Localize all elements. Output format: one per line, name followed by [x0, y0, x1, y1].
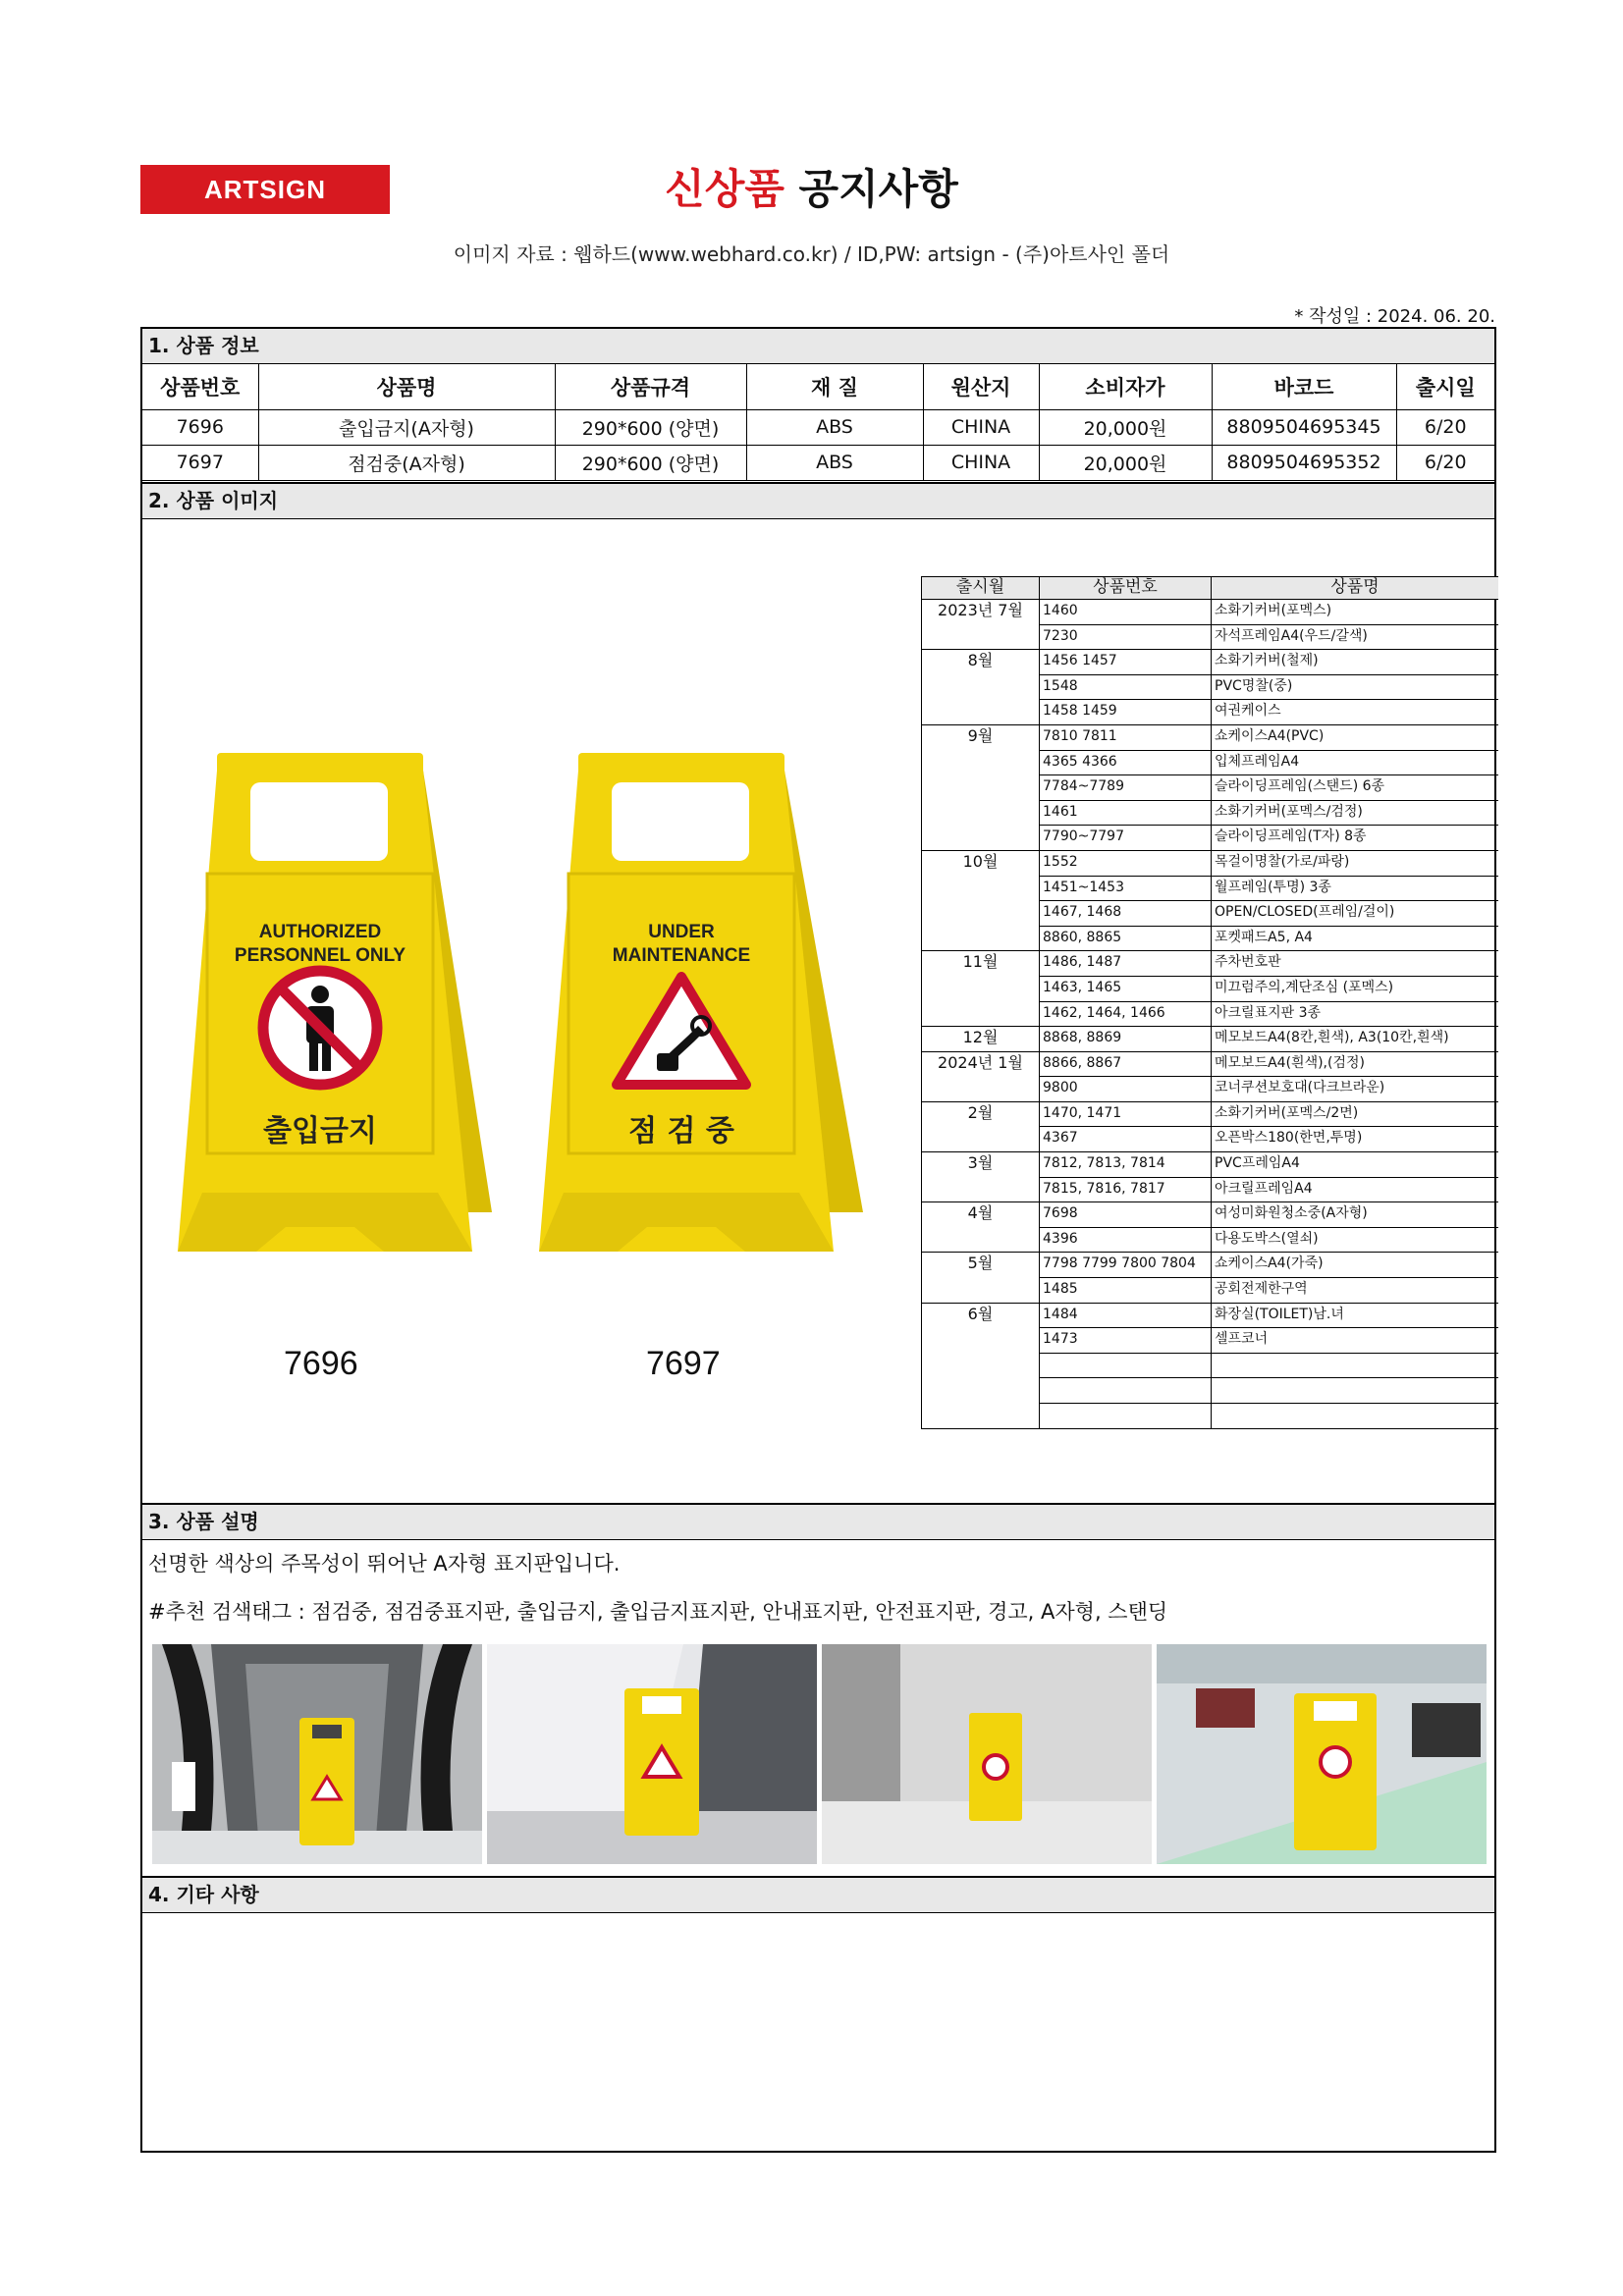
release-code-cell: 1451~1453	[1040, 876, 1212, 901]
table-row	[142, 409, 1494, 445]
table-row	[922, 1202, 1499, 1228]
release-name-cell: 입체프레임A4	[1212, 750, 1499, 775]
release-month-cell	[922, 624, 1040, 650]
cell: 20,000원	[1039, 445, 1212, 480]
table-row	[922, 926, 1499, 951]
sign-7697-code: 7697	[646, 1345, 721, 1382]
release-month-cell: 4월	[922, 1202, 1040, 1228]
release-name-cell: 오픈박스180(한면,투명)	[1212, 1127, 1499, 1152]
sign-7696-image	[178, 741, 502, 1291]
release-name-cell: 여권케이스	[1212, 700, 1499, 725]
product-description: 선명한 색상의 주목성이 뛰어난 A자형 표지판입니다.	[148, 1552, 621, 1575]
release-month-cell: 2024년 1월	[922, 1051, 1040, 1077]
cell: ABS	[746, 409, 923, 445]
release-month-cell: 2023년 7월	[922, 600, 1040, 625]
release-name-cell: 메모보드A4(흰색),(검정)	[1212, 1051, 1499, 1077]
release-name-cell	[1212, 1353, 1499, 1378]
release-month-cell	[922, 1001, 1040, 1027]
cell: 6/20	[1396, 445, 1494, 480]
release-code-cell: 1458 1459	[1040, 700, 1212, 725]
cell: CHINA	[923, 445, 1039, 480]
office-photo	[487, 1644, 817, 1864]
release-name-cell: 소화기커버(포멕스/2면)	[1212, 1101, 1499, 1127]
release-name-cell: PVC명찰(중)	[1212, 674, 1499, 700]
release-name-cell: OPEN/CLOSED(프레임/걸이)	[1212, 901, 1499, 927]
sign-7697-image	[539, 741, 863, 1291]
release-name-cell: 코너쿠션보호대(다크브라운)	[1212, 1077, 1499, 1102]
release-month-cell: 3월	[922, 1152, 1040, 1178]
table-row	[922, 1101, 1499, 1127]
table-row	[922, 1027, 1499, 1052]
table-row	[922, 1001, 1499, 1027]
title-notice: 공지사항	[798, 165, 958, 213]
release-month-cell	[922, 1177, 1040, 1202]
col-spec: 상품규격	[555, 364, 746, 409]
section-product-info-header: 1. 상품 정보	[142, 329, 1494, 364]
release-name-cell: 아크릴프레임A4	[1212, 1177, 1499, 1202]
release-name-cell: 셀프코너	[1212, 1328, 1499, 1354]
table-row	[922, 600, 1499, 625]
product-table-header-row	[142, 364, 1494, 409]
col-barcode: 바코드	[1212, 364, 1396, 409]
col-release-product-name: 상품명	[1212, 577, 1499, 600]
release-name-cell: 슬라이딩프레임(스탠드) 6종	[1212, 775, 1499, 801]
release-code-cell: 1486, 1487	[1040, 951, 1212, 977]
release-month-cell	[922, 1353, 1040, 1378]
release-code-cell: 4367	[1040, 1127, 1212, 1152]
release-month-cell: 8월	[922, 650, 1040, 675]
page-title	[0, 157, 1623, 216]
table-row	[922, 1328, 1499, 1354]
table-row	[922, 1278, 1499, 1304]
release-month-cell	[922, 674, 1040, 700]
sign-7697-label: 점 검 중	[628, 1114, 734, 1148]
release-month-cell	[922, 876, 1040, 901]
release-code-cell: 8868, 8869	[1040, 1027, 1212, 1052]
cell: 8809504695345	[1212, 409, 1396, 445]
col-product-name: 상품명	[258, 364, 555, 409]
release-code-cell: 7810 7811	[1040, 724, 1212, 750]
release-month-cell: 11월	[922, 951, 1040, 977]
release-code-cell: 7790~7797	[1040, 826, 1212, 851]
release-month-cell	[922, 1328, 1040, 1354]
release-code-cell: 1485	[1040, 1278, 1212, 1304]
sign-7696-code: 7696	[284, 1345, 358, 1382]
cell: CHINA	[923, 409, 1039, 445]
release-name-cell: 월프레임(투명) 3종	[1212, 876, 1499, 901]
table-row	[922, 1353, 1499, 1378]
release-code-cell: 7815, 7816, 7817	[1040, 1177, 1212, 1202]
col-material: 재 질	[746, 364, 923, 409]
release-name-cell: 메모보드A4(8칸,흰색), A3(10칸,흰색)	[1212, 1027, 1499, 1052]
table-row	[922, 850, 1499, 876]
cell: ABS	[746, 445, 923, 480]
release-month-cell	[922, 1404, 1040, 1429]
release-code-cell: 1473	[1040, 1328, 1212, 1354]
title-new-products: 신상품	[665, 165, 784, 213]
release-month-cell	[922, 926, 1040, 951]
release-month-cell	[922, 826, 1040, 851]
release-code-cell: 7698	[1040, 1202, 1212, 1228]
sign-7696-line2: PERSONNEL ONLY	[234, 945, 406, 966]
col-origin: 원산지	[923, 364, 1039, 409]
table-row	[142, 445, 1494, 480]
cell: 290*600 (양면)	[555, 409, 746, 445]
release-name-cell: 아크릴표지판 3종	[1212, 1001, 1499, 1027]
webhard-info: 이미지 자료 : 웹하드(www.webhard.co.kr) / ID,PW: artsign - (주)아트사인 폴더	[453, 242, 1170, 266]
table-row	[922, 1303, 1499, 1328]
cell: 6/20	[1396, 409, 1494, 445]
release-code-cell: 1470, 1471	[1040, 1101, 1212, 1127]
release-table-header-row	[922, 577, 1499, 600]
release-code-cell: 4396	[1040, 1227, 1212, 1253]
release-code-cell: 1552	[1040, 850, 1212, 876]
table-row	[922, 901, 1499, 927]
release-name-cell: 여성미화원청소중(A자형)	[1212, 1202, 1499, 1228]
release-code-cell: 1467, 1468	[1040, 901, 1212, 927]
release-month-cell: 12월	[922, 1027, 1040, 1052]
release-code-cell: 1456 1457	[1040, 650, 1212, 675]
table-row	[922, 1227, 1499, 1253]
sign-7697-line1: UNDER	[648, 922, 715, 942]
release-code-cell: 8860, 8865	[1040, 926, 1212, 951]
release-name-cell: 소화기커버(포멕스)	[1212, 600, 1499, 625]
release-code-cell	[1040, 1378, 1212, 1404]
release-month-cell: 5월	[922, 1253, 1040, 1278]
release-name-cell: 소화기커버(포멕스/검정)	[1212, 800, 1499, 826]
release-name-cell: 소화기커버(철제)	[1212, 650, 1499, 675]
search-tags: #추천 검색태그 : 점검중, 점검중표지판, 출입금지, 출입금지표지판, 안내표지판, 안전표지판, 경고, A자형, 스탠딩	[148, 1600, 1168, 1624]
table-row	[922, 976, 1499, 1001]
release-month-cell	[922, 1077, 1040, 1102]
release-name-cell	[1212, 1378, 1499, 1404]
table-row	[922, 1051, 1499, 1077]
release-month-cell: 10월	[922, 850, 1040, 876]
hallway-photo	[822, 1644, 1152, 1864]
table-row	[922, 650, 1499, 675]
section-other-header: 4. 기타 사항	[142, 1878, 1494, 1913]
release-code-cell: 7230	[1040, 624, 1212, 650]
release-month-cell: 2월	[922, 1101, 1040, 1127]
release-name-cell: 포켓패드A5, A4	[1212, 926, 1499, 951]
release-month-cell	[922, 1278, 1040, 1304]
release-code-cell: 1462, 1464, 1466	[1040, 1001, 1212, 1027]
release-month-cell	[922, 901, 1040, 927]
release-code-cell: 7812, 7813, 7814	[1040, 1152, 1212, 1178]
release-name-cell: 미끄럼주의,계단조심 (포멕스)	[1212, 976, 1499, 1001]
release-month-cell	[922, 775, 1040, 801]
table-row	[922, 800, 1499, 826]
notice-frame	[140, 327, 1496, 2153]
table-row	[922, 1077, 1499, 1102]
release-code-cell	[1040, 1353, 1212, 1378]
cell: 20,000원	[1039, 409, 1212, 445]
section-product-images-header: 2. 상품 이미지	[142, 484, 1494, 519]
no-entry-person-icon	[263, 971, 377, 1085]
release-name-cell: PVC프레임A4	[1212, 1152, 1499, 1178]
cell: 출입금지(A자형)	[258, 409, 555, 445]
table-row	[922, 775, 1499, 801]
release-month-cell	[922, 750, 1040, 775]
release-code-cell: 1460	[1040, 600, 1212, 625]
release-name-cell: 목걸이명찰(가로/파랑)	[1212, 850, 1499, 876]
release-month-cell: 6월	[922, 1303, 1040, 1328]
release-month-cell	[922, 976, 1040, 1001]
release-name-cell	[1212, 1404, 1499, 1429]
release-name-cell: 쇼케이스A4(PVC)	[1212, 724, 1499, 750]
cell: 7697	[142, 445, 258, 480]
release-name-cell: 슬라이딩프레임(T자) 8종	[1212, 826, 1499, 851]
release-name-cell: 다용도박스(열쇠)	[1212, 1227, 1499, 1253]
release-name-cell: 주차번호판	[1212, 951, 1499, 977]
release-schedule-table	[921, 576, 1498, 1429]
escalator-photo	[152, 1644, 482, 1864]
construction-photo	[1157, 1644, 1487, 1864]
release-month-cell	[922, 1378, 1040, 1404]
release-code-cell: 4365 4366	[1040, 750, 1212, 775]
release-month-cell	[922, 800, 1040, 826]
release-code-cell: 9800	[1040, 1077, 1212, 1102]
release-code-cell: 1461	[1040, 800, 1212, 826]
cell: 8809504695352	[1212, 445, 1396, 480]
release-name-cell: 공회전제한구역	[1212, 1278, 1499, 1304]
release-code-cell: 1484	[1040, 1303, 1212, 1328]
col-release-month: 출시월	[922, 577, 1040, 600]
release-name-cell: 자석프레임A4(우드/갈색)	[1212, 624, 1499, 650]
table-row	[922, 700, 1499, 725]
col-product-no: 상품번호	[142, 364, 258, 409]
col-release-date: 출시일	[1396, 364, 1494, 409]
table-row	[922, 826, 1499, 851]
cell: 290*600 (양면)	[555, 445, 746, 480]
release-code-cell: 1548	[1040, 674, 1212, 700]
table-row	[922, 876, 1499, 901]
sign-7697-line2: MAINTENANCE	[612, 945, 751, 966]
artsign-logo: ARTSIGN	[140, 165, 390, 214]
table-row	[922, 1253, 1499, 1278]
release-code-cell: 7798 7799 7800 7804	[1040, 1253, 1212, 1278]
section-description-header: 3. 상품 설명	[142, 1505, 1494, 1540]
release-month-cell	[922, 1127, 1040, 1152]
sign-7696-line1: AUTHORIZED	[258, 922, 382, 942]
table-row	[922, 951, 1499, 977]
release-code-cell: 7784~7789	[1040, 775, 1212, 801]
release-code-cell: 8866, 8867	[1040, 1051, 1212, 1077]
col-price: 소비자가	[1039, 364, 1212, 409]
product-info-table	[142, 364, 1494, 481]
sign-7696-label: 출입금지	[263, 1114, 377, 1148]
release-code-cell: 1463, 1465	[1040, 976, 1212, 1001]
written-date: * 작성일 : 2024. 06. 20.	[1294, 306, 1495, 327]
table-row	[922, 750, 1499, 775]
col-release-product-no: 상품번호	[1040, 577, 1212, 600]
release-code-cell	[1040, 1404, 1212, 1429]
table-row	[922, 624, 1499, 650]
cell: 7696	[142, 409, 258, 445]
release-month-cell: 9월	[922, 724, 1040, 750]
release-name-cell: 쇼케이스A4(가죽)	[1212, 1253, 1499, 1278]
table-row	[922, 1378, 1499, 1404]
table-row	[922, 1404, 1499, 1429]
table-row	[922, 1127, 1499, 1152]
table-row	[922, 1177, 1499, 1202]
table-row	[922, 724, 1499, 750]
release-month-cell	[922, 1227, 1040, 1253]
table-row	[922, 1152, 1499, 1178]
release-name-cell: 화장실(TOILET)남.녀	[1212, 1303, 1499, 1328]
release-month-cell	[922, 700, 1040, 725]
cell: 점검중(A자형)	[258, 445, 555, 480]
table-row	[922, 674, 1499, 700]
